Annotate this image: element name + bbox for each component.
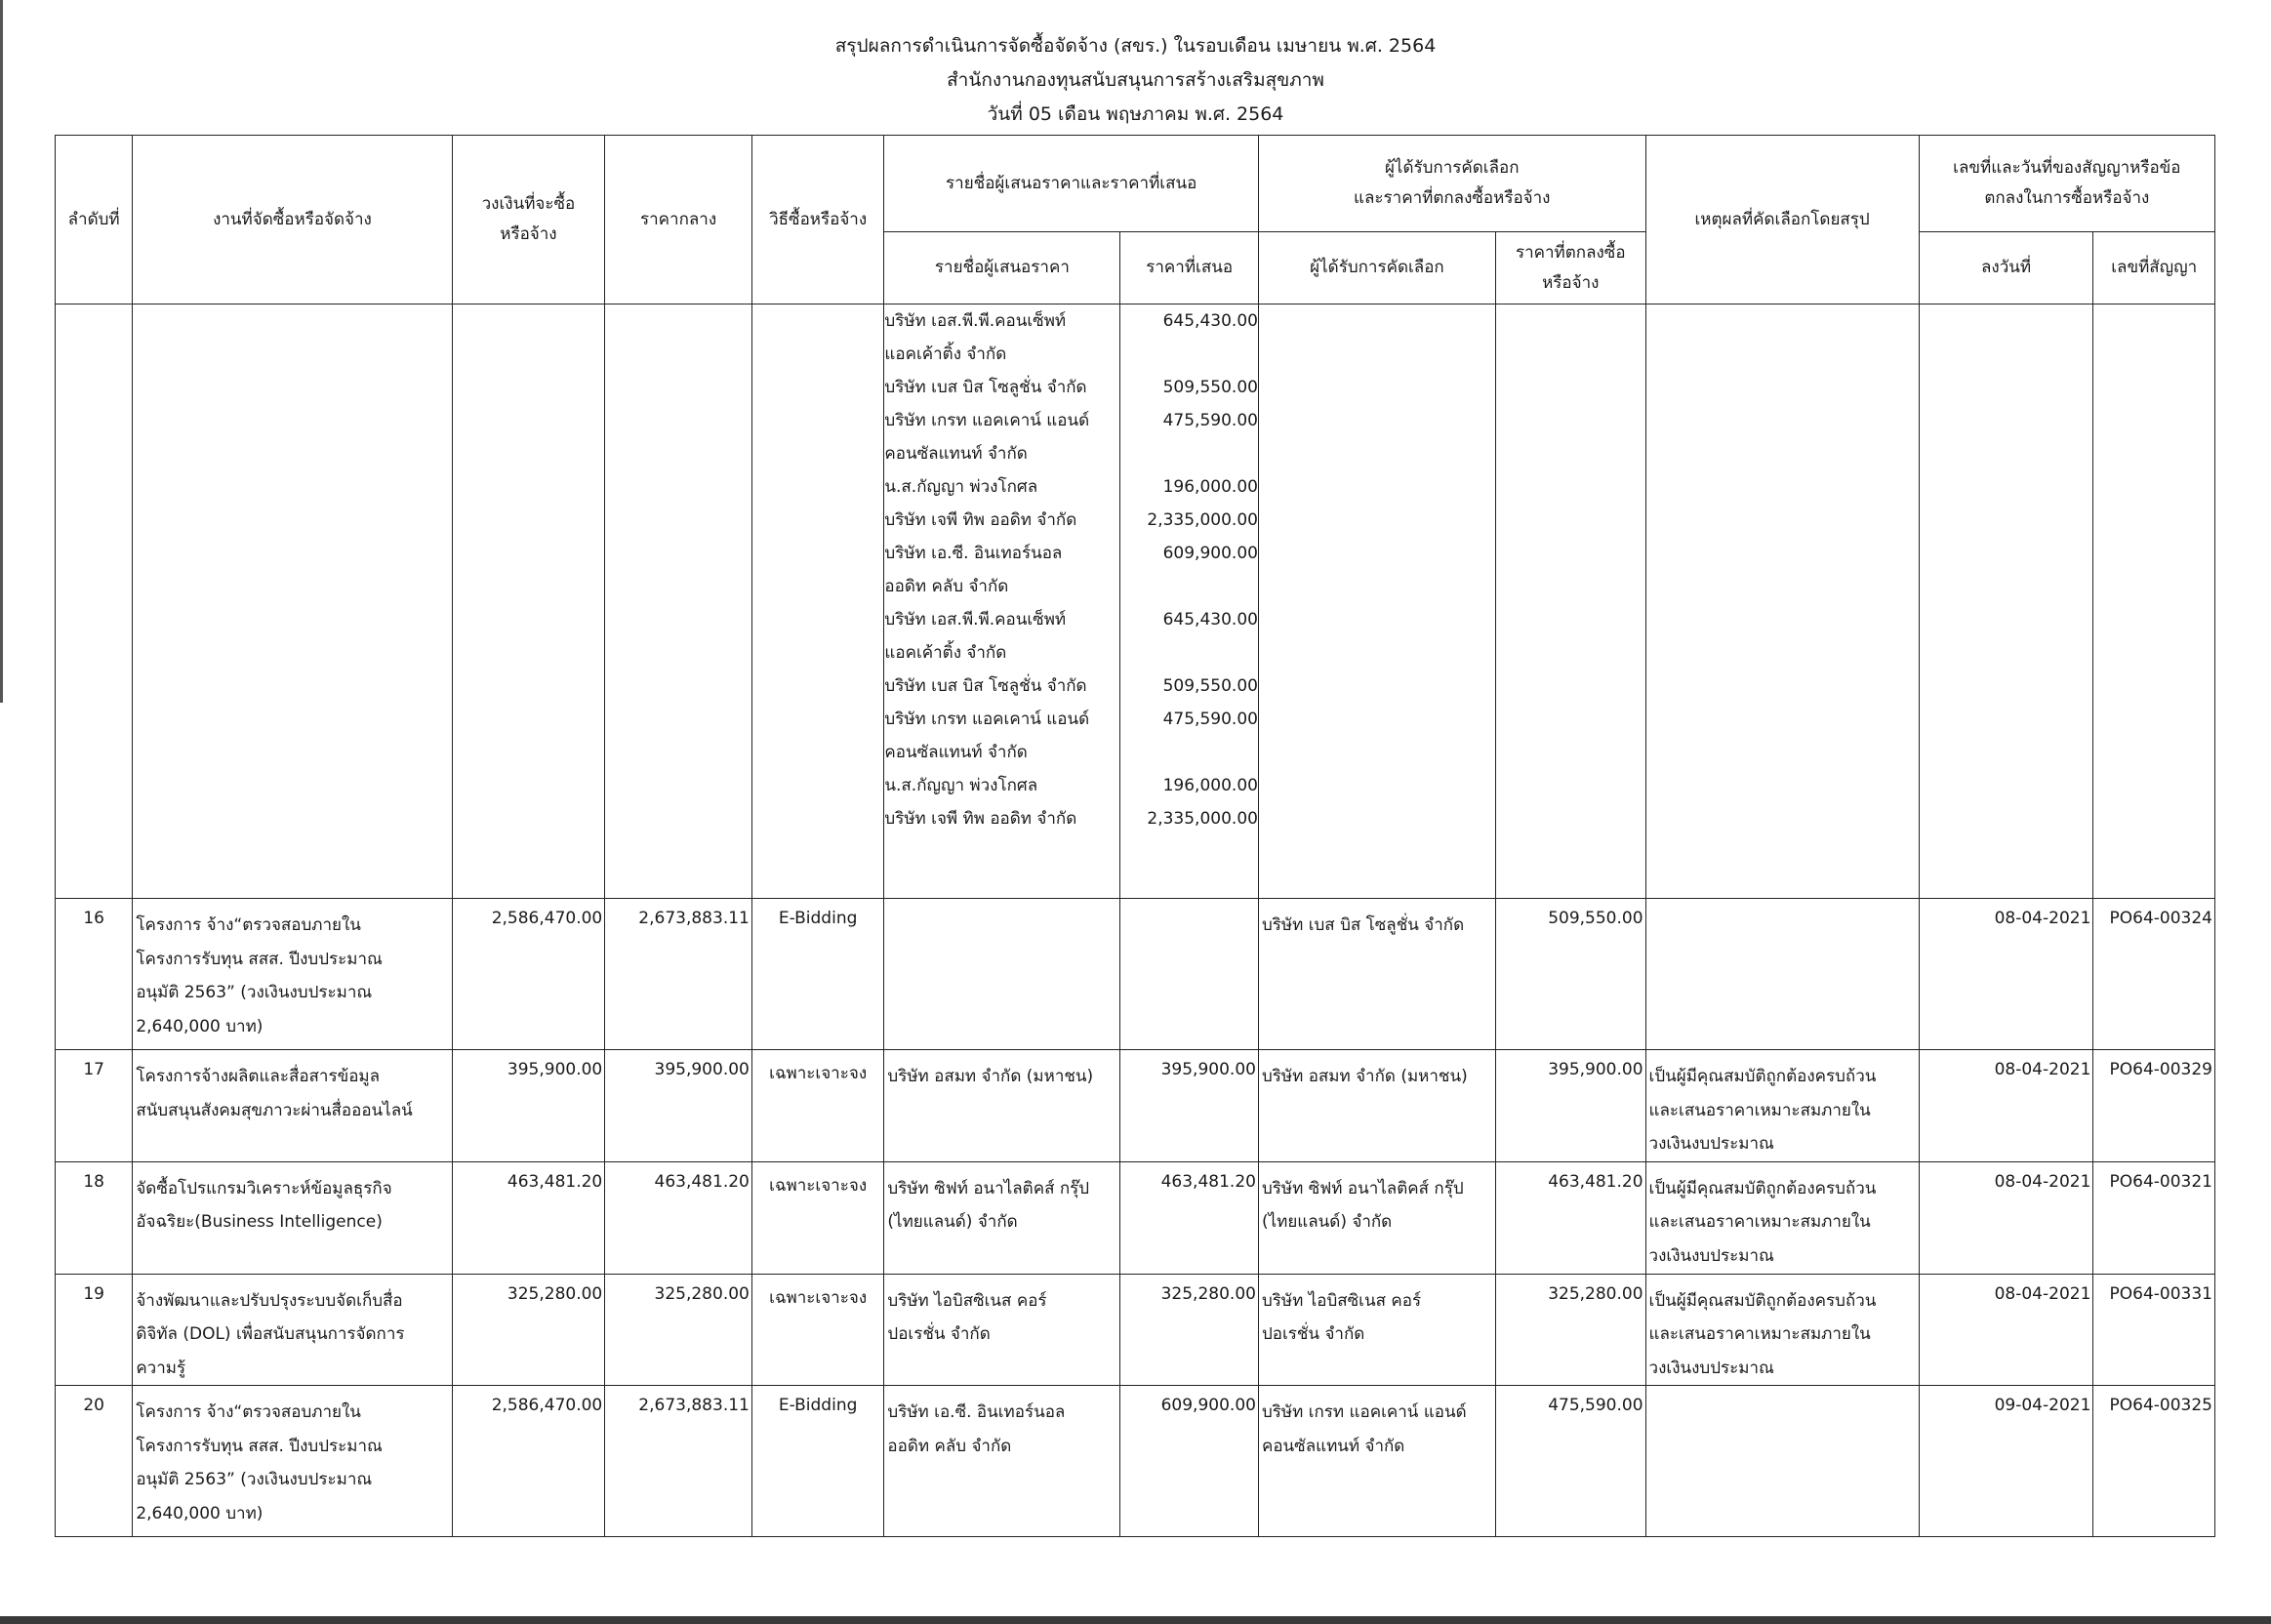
bidder-name: บริษัท เอส.พี.พี.คอนเซ็พท์ [884, 311, 1067, 331]
bidder-name: น.ส.กัญญา พ่วงโกศล [884, 776, 1038, 795]
reason-line: และเสนอราคาเหมาะสมภายใน [1648, 1100, 1871, 1120]
cell-bid-price: 463,481.20 [1120, 1161, 1259, 1274]
col-header-bid-price: ราคาที่เสนอ [1120, 232, 1259, 304]
col-header-work: งานที่จัดซื้อหรือจัดจ้าง [133, 136, 452, 304]
cell-work [133, 1274, 452, 1386]
cell-selected [1258, 1161, 1495, 1274]
reason-line: วงเงินงบประมาณ [1648, 1358, 1774, 1378]
col-header-agreed-price [1495, 232, 1645, 304]
bid-price: 2,335,000.00 [1147, 510, 1258, 530]
reason-line: วงเงินงบประมาณ [1648, 1134, 1774, 1154]
cell-reason [1645, 1050, 1919, 1162]
cell-no: 16 [56, 899, 133, 1050]
bid-price: 475,590.00 [1162, 710, 1258, 729]
reason-line: เป็นผู้มีคุณสมบัติถูกต้องครบถ้วน [1648, 1178, 1877, 1198]
work-line: โครงการรับทุน สสส. ปีงบประมาณ [136, 1436, 383, 1456]
selected-line: คอนซัลแทนท์ จำกัด [1261, 1436, 1405, 1456]
cell-date [1919, 304, 2093, 899]
col-header-contract-group [1919, 136, 2214, 232]
bidder-name: แอคเค้าติ้ง จำกัด [884, 643, 1007, 663]
cell-selected [1258, 1274, 1495, 1386]
cell-reason [1645, 1161, 1919, 1274]
cell-bidder [884, 1274, 1120, 1386]
header-title: สรุปผลการดำเนินการจัดซื้อจัดจ้าง (สขร.) ในรอบเดือน เมษายน พ.ศ. 2564 [834, 35, 1437, 57]
cell-method: เฉพาะเจาะจง [751, 1274, 884, 1386]
cell-no: 19 [56, 1274, 133, 1386]
cell-work [133, 304, 452, 899]
bidder-name: บริษัท เกรท แอคเคาน์ แอนด์ [884, 411, 1090, 430]
work-line: 2,640,000 บาท) [136, 1016, 264, 1036]
selected-line: บริษัท เกรท แอคเคาน์ แอนด์ [1261, 1402, 1467, 1422]
bidder-line: บริษัท อสมท จำกัด (มหาชน) [887, 1067, 1094, 1086]
cell-reason [1645, 304, 1919, 899]
cell-bidder-list [884, 304, 1120, 899]
cell-median: 395,900.00 [605, 1050, 752, 1162]
bid-price: 609,900.00 [1162, 544, 1258, 563]
selected-line: บริษัท ซิฟท์ อนาไลติคส์ กรุ๊ป [1261, 1178, 1464, 1198]
cell-agreed: 475,590.00 [1495, 1386, 1645, 1537]
col-header-reason: เหตุผลที่คัดเลือกโดยสรุป [1645, 136, 1919, 304]
bidder-line: บริษัท ซิฟท์ อนาไลติคส์ กรุ๊ป [887, 1178, 1090, 1198]
col-header-budget [452, 136, 605, 304]
bid-price: 196,000.00 [1162, 776, 1258, 795]
header-date: วันที่ 05 เดือน พฤษภาคม พ.ศ. 2564 [987, 103, 1284, 125]
col-header-date: ลงวันที่ [1919, 232, 2093, 304]
work-line: อนุมัติ 2563” (วงเงินงบประมาณ [136, 1470, 373, 1489]
cell-date: 09-04-2021 [1919, 1386, 2093, 1537]
work-line: สนับสนุนสังคมสุขภาวะผ่านสื่อออนไลน์ [136, 1100, 413, 1120]
cell-bid-price: 325,280.00 [1120, 1274, 1259, 1386]
cell-agreed: 325,280.00 [1495, 1274, 1645, 1386]
cell-agreed: 395,900.00 [1495, 1050, 1645, 1162]
reason-line: เป็นผู้มีคุณสมบัติถูกต้องครบถ้วน [1648, 1290, 1877, 1311]
cell-bidder [884, 1050, 1120, 1162]
reason-line: และเสนอราคาเหมาะสมภายใน [1648, 1212, 1871, 1232]
cell-date: 08-04-2021 [1919, 1161, 2093, 1274]
cell-method: เฉพาะเจาะจง [751, 1050, 884, 1162]
bidder-name: น.ส.กัญญา พ่วงโกศล [884, 477, 1038, 497]
cell-agreed [1495, 304, 1645, 899]
bid-price: 2,335,000.00 [1147, 809, 1258, 829]
cell-budget: 395,900.00 [452, 1050, 605, 1162]
col-header-bidders-group: รายชื่อผู้เสนอราคาและราคาที่เสนอ [884, 136, 1259, 232]
cell-selected [1258, 1386, 1495, 1537]
bid-price: 196,000.00 [1162, 477, 1258, 497]
table-row [56, 899, 2215, 1050]
col-header-method: วิธีซื้อหรือจ้าง [751, 136, 884, 304]
bid-price-spacer [1120, 636, 1258, 670]
work-line: จ้างพัฒนาและปรับปรุงระบบจัดเก็บสื่อ [136, 1290, 403, 1311]
bid-price: 475,590.00 [1162, 411, 1258, 430]
cell-bidder [884, 1386, 1120, 1537]
cell-median: 2,673,883.11 [605, 1386, 752, 1537]
col-header-selected-name: ผู้ได้รับการคัดเลือก [1258, 232, 1495, 304]
cell-median: 463,481.20 [605, 1161, 752, 1274]
bidder-name: บริษัท เอ.ซี. อินเทอร์นอล [884, 544, 1063, 563]
col-header-no: ลำดับที่ [56, 136, 133, 304]
selected-line: (ไทยแลนด์) จำกัด [1261, 1212, 1393, 1232]
selected-line: บริษัท อสมท จำกัด (มหาชน) [1261, 1067, 1468, 1086]
cell-selected [1258, 1050, 1495, 1162]
work-line: 2,640,000 บาท) [136, 1503, 264, 1523]
reason-line: และเสนอราคาเหมาะสมภายใน [1648, 1324, 1871, 1344]
col-header-agreed-text: ราคาที่ตกลงซื้อหรือจ้าง [1515, 242, 1626, 293]
cell-reason [1645, 899, 1919, 1050]
col-header-selected-group [1258, 136, 1645, 232]
bidder-name: บริษัท เจพี ทิพ ออดิท จำกัด [884, 510, 1077, 530]
table-body [56, 304, 2215, 1537]
bidder-line: บริษัท เอ.ซี. อินเทอร์นอล [887, 1402, 1066, 1422]
cell-work [133, 1386, 452, 1537]
cell-date: 08-04-2021 [1919, 899, 2093, 1050]
work-line: โครงการรับทุน สสส. ปีงบประมาณ [136, 949, 383, 969]
bidder-name: ออดิท คลับ จำกัด [884, 577, 1009, 596]
bidder-name: บริษัท เบส บิส โซลูชั่น จำกัด [884, 378, 1087, 397]
cell-no: 17 [56, 1050, 133, 1162]
col-header-selected-line2: และราคาที่ตกลงซื้อหรือจ้าง [1354, 188, 1551, 208]
cell-median: 2,673,883.11 [605, 899, 752, 1050]
cell-method: E-Bidding [751, 899, 884, 1050]
cell-reason [1645, 1274, 1919, 1386]
table-row [56, 1161, 2215, 1274]
cell-contract-no: PO64-00321 [2093, 1161, 2215, 1274]
reason-line: เป็นผู้มีคุณสมบัติถูกต้องครบถ้วน [1648, 1067, 1877, 1086]
work-line: จัดซื้อโปรแกรมวิเคราะห์ข้อมูลธุรกิจ [136, 1178, 392, 1198]
cell-method: E-Bidding [751, 1386, 884, 1537]
cell-work [133, 1161, 452, 1274]
procurement-table [55, 135, 2215, 1537]
cell-bid-price: 609,900.00 [1120, 1386, 1259, 1537]
bidder-name: แอคเค้าติ้ง จำกัด [884, 345, 1007, 364]
bidder-name: คอนซัลแทนท์ จำกัด [884, 444, 1028, 464]
cell-selected [1258, 899, 1495, 1050]
work-line: อัจฉริยะ(Business Intelligence) [136, 1212, 383, 1232]
cell-bid-price-list [1120, 304, 1259, 899]
bidder-line: ปอเรชั่น จำกัด [887, 1324, 991, 1344]
bid-price-spacer [1120, 736, 1258, 769]
table-row-continued [56, 304, 2215, 899]
cell-method [751, 304, 884, 899]
document-header [0, 29, 2271, 132]
selected-line: บริษัท เบส บิส โซลูชั่น จำกัด [1261, 915, 1465, 935]
bidder-name: บริษัท เบส บิส โซลูชั่น จำกัด [884, 676, 1087, 696]
cell-contract-no: PO64-00324 [2093, 899, 2215, 1050]
cell-median: 325,280.00 [605, 1274, 752, 1386]
bidder-line: (ไทยแลนด์) จำกัด [887, 1212, 1018, 1232]
col-header-bidder-name: รายชื่อผู้เสนอราคา [884, 232, 1120, 304]
bidder-name: บริษัท เอส.พี.พี.คอนเซ็พท์ [884, 610, 1067, 629]
work-line: อนุมัติ 2563” (วงเงินงบประมาณ [136, 983, 373, 1002]
bidder-line: บริษัท ไอบิสซิเนส คอร์ [887, 1290, 1047, 1311]
selected-line: บริษัท ไอบิสซิเนส คอร์ [1261, 1290, 1422, 1311]
bid-price: 509,550.00 [1162, 676, 1258, 696]
cell-date: 08-04-2021 [1919, 1050, 2093, 1162]
cell-bidder [884, 1161, 1120, 1274]
table-header [56, 136, 2215, 304]
col-header-selected-line1: ผู้ได้รับการคัดเลือก [1384, 158, 1520, 178]
cell-method: เฉพาะเจาะจง [751, 1161, 884, 1274]
reason-line: วงเงินงบประมาณ [1648, 1245, 1774, 1266]
bid-price-spacer [1120, 437, 1258, 470]
cell-no: 20 [56, 1386, 133, 1537]
bidder-name: คอนซัลแทนท์ จำกัด [884, 743, 1028, 762]
selected-line: ปอเรชั่น จำกัด [1261, 1324, 1365, 1344]
cell-budget: 2,586,470.00 [452, 899, 605, 1050]
work-line: โครงการ จ้าง“ตรวจสอบภายใน [136, 915, 361, 935]
cell-median [605, 304, 752, 899]
bidder-name: บริษัท เจพี ทิพ ออดิท จำกัด [884, 809, 1077, 829]
cell-contract-no: PO64-00325 [2093, 1386, 2215, 1537]
cell-date: 08-04-2021 [1919, 1274, 2093, 1386]
cell-work [133, 1050, 452, 1162]
bid-price-spacer [1120, 338, 1258, 371]
work-line: ดิจิทัล (DOL) เพื่อสนับสนุนการจัดการ [136, 1324, 405, 1344]
col-header-contract-text: เลขที่และวันที่ของสัญญาหรือข้อตกลงในการซื้อหรือจ้าง [1953, 158, 2181, 208]
table-row [56, 1274, 2215, 1386]
cell-contract-no [2093, 304, 2215, 899]
bidder-name: บริษัท เกรท แอคเคาน์ แอนด์ [884, 710, 1090, 729]
cell-selected [1258, 304, 1495, 899]
header-organization: สำนักงานกองทุนสนับสนุนการสร้างเสริมสุขภาพ [947, 69, 1324, 91]
table-row [56, 1386, 2215, 1537]
bid-price: 645,430.00 [1162, 311, 1258, 331]
cell-budget [452, 304, 605, 899]
cell-budget: 2,586,470.00 [452, 1386, 605, 1537]
cell-budget: 463,481.20 [452, 1161, 605, 1274]
bidder-line: ออดิท คลับ จำกัด [887, 1436, 1012, 1456]
bid-price: 645,430.00 [1162, 610, 1258, 629]
cell-bid-price: 395,900.00 [1120, 1050, 1259, 1162]
cell-agreed: 509,550.00 [1495, 899, 1645, 1050]
cell-bidder [884, 899, 1120, 1050]
cell-reason [1645, 1386, 1919, 1537]
scan-bottom-edge [0, 1616, 2271, 1624]
cell-contract-no: PO64-00331 [2093, 1274, 2215, 1386]
cell-work [133, 899, 452, 1050]
work-line: โครงการ จ้าง“ตรวจสอบภายใน [136, 1402, 361, 1422]
bid-price: 509,550.00 [1162, 378, 1258, 397]
cell-agreed: 463,481.20 [1495, 1161, 1645, 1274]
cell-contract-no: PO64-00329 [2093, 1050, 2215, 1162]
cell-no [56, 304, 133, 899]
col-header-contract-no: เลขที่สัญญา [2093, 232, 2215, 304]
cell-no: 18 [56, 1161, 133, 1274]
cell-budget: 325,280.00 [452, 1274, 605, 1386]
work-line: โครงการจ้างผลิตและสื่อสารข้อมูล [136, 1067, 381, 1086]
work-line: ความรู้ [136, 1358, 186, 1378]
cell-bid-price [1120, 899, 1259, 1050]
bid-price-spacer [1120, 570, 1258, 603]
table-row [56, 1050, 2215, 1162]
col-header-median: ราคากลาง [605, 136, 752, 304]
col-header-budget-text: วงเงินที่จะซื้อหรือจ้าง [481, 194, 576, 244]
